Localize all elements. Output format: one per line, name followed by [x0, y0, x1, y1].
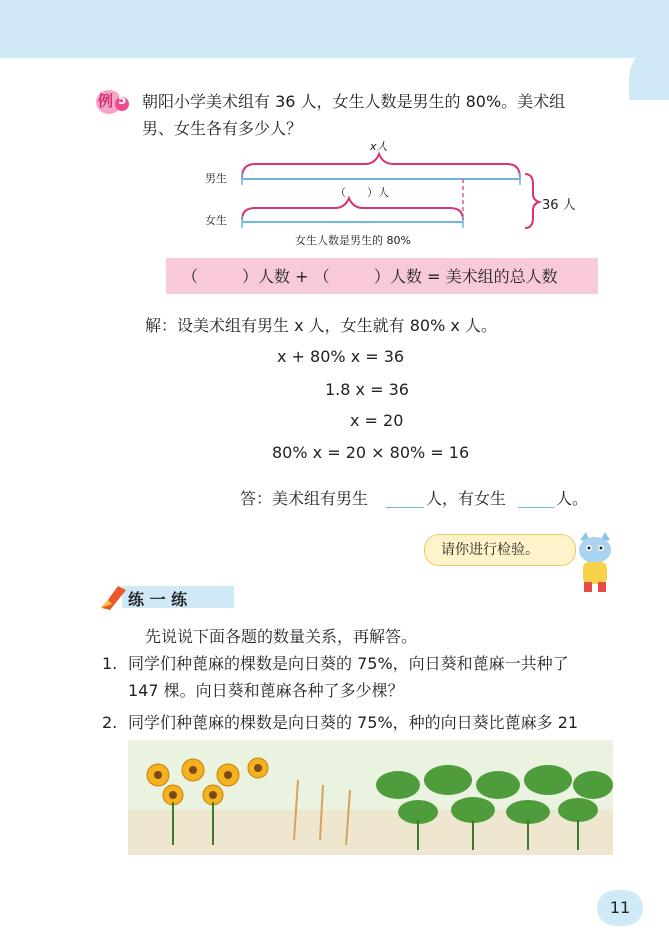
question-1-line2: 147 棵。向日葵和蓖麻各种了多少棵？: [128, 681, 404, 700]
diagram-bottom-label: 女生人数是男生的 80%: [295, 234, 411, 247]
answer-blank-girls: [518, 507, 554, 508]
page-header-band: [0, 0, 669, 58]
equation-line-3: x = 20: [350, 411, 404, 430]
equation-line-4: 80% x = 20 × 80% = 16: [272, 443, 470, 462]
question-2-line1: 同学们种蓖麻的棵数是向日葵的 75%，种的向日葵比蓖麻多 21: [128, 713, 579, 732]
practice-intro: 先说说下面各题的数量关系，再解答。: [145, 627, 418, 646]
question-1-line1: 同学们种蓖麻的棵数是向日葵的 75%，向日葵和蓖麻一共种了: [128, 654, 569, 673]
field-illustration: [128, 740, 613, 855]
formula-part2: ）人数 + （: [242, 267, 330, 286]
diagram-boys-label: 男生: [205, 172, 227, 185]
example-text-line1: 朝阳小学美术组有 36 人，女生人数是男生的 80%。美术组: [142, 92, 566, 111]
equation-line-2: 1.8 x = 36: [325, 380, 409, 399]
formula-part3: ）人数 = 美术组的总人数: [374, 267, 558, 286]
practice-title: 练 一 练: [128, 590, 188, 609]
cartoon-cat-icon: [572, 530, 618, 596]
diagram-girls-brace-label-left: （: [335, 186, 346, 199]
diagram-total-label: 36 人: [542, 198, 576, 213]
answer-text-c: 人。: [556, 489, 589, 508]
formula-part1: （: [182, 267, 199, 286]
solution-intro: 解：设美术组有男生 x 人，女生就有 80% x 人。: [145, 316, 497, 335]
quantity-relation-box: [166, 258, 598, 294]
example-badge-char: 例: [98, 92, 114, 110]
line-segment-diagram: [195, 138, 585, 250]
check-bubble-text: 请你进行检验。: [441, 542, 539, 558]
diagram-girls-label: 女生: [205, 214, 227, 227]
example-badge: [95, 89, 129, 115]
answer-blank-boys: [386, 507, 424, 508]
question-1-number: 1.: [102, 654, 118, 673]
page-number: 11: [597, 890, 643, 926]
diagram-girls-brace-label-right: ）人: [367, 186, 389, 199]
practice-section-header: [98, 580, 238, 612]
diagram-top-label: x人: [370, 140, 388, 153]
check-speech-bubble: [424, 534, 576, 566]
example-badge-num: 5: [118, 93, 127, 107]
equation-line-1: x + 80% x = 36: [277, 347, 405, 366]
question-2-number: 2.: [102, 713, 118, 732]
answer-text-b: 人，有女生: [426, 489, 507, 508]
answer-text-a: 答：美术组有男生: [240, 489, 369, 508]
example-text-line2: 男、女生各有多少人？: [142, 119, 303, 138]
